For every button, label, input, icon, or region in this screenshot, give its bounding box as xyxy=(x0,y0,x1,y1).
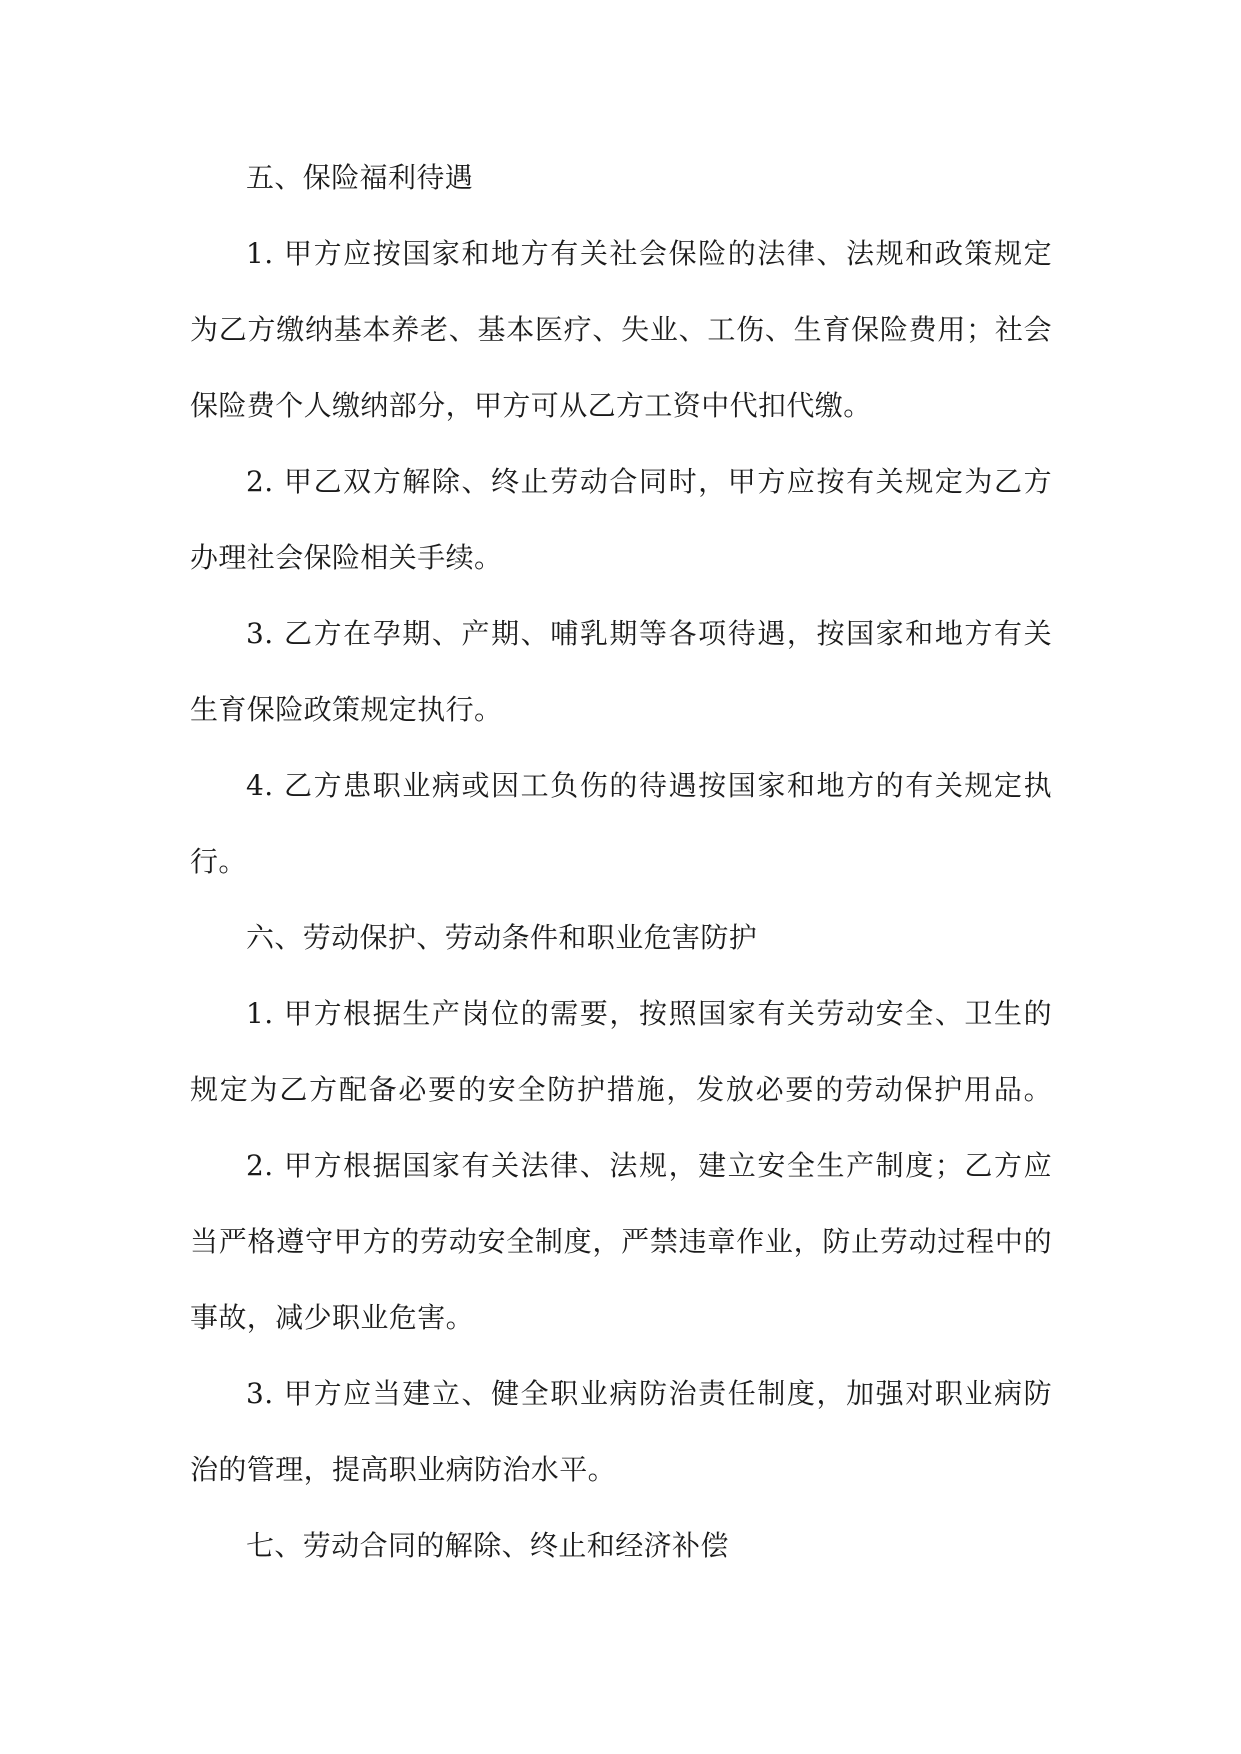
paragraph-line: 为乙方缴纳基本养老、基本医疗、失业、工伤、生育保险费用；社会 xyxy=(190,313,1052,346)
paragraph-line: 当严格遵守甲方的劳动安全制度，严禁违章作业，防止劳动过程中的 xyxy=(190,1225,1052,1258)
paragraph-line: 治的管理，提高职业病防治水平。 xyxy=(190,1453,617,1486)
paragraph-line: 3. 甲方应当建立、健全职业病防治责任制度，加强对职业病防 xyxy=(246,1377,1052,1410)
paragraph-line: 4. 乙方患职业病或因工负伤的待遇按国家和地方的有关规定执 xyxy=(246,769,1052,802)
section-heading-five: 五、保险福利待遇 xyxy=(246,161,474,194)
paragraph-line: 规定为乙方配备必要的安全防护措施，发放必要的劳动保护用品。 xyxy=(190,1073,1052,1106)
paragraph-line: 2. 甲方根据国家有关法律、法规，建立安全生产制度；乙方应 xyxy=(246,1149,1052,1182)
paragraph-line: 保险费个人缴纳部分，甲方可从乙方工资中代扣代缴。 xyxy=(190,389,872,422)
paragraph-line: 1. 甲方应按国家和地方有关社会保险的法律、法规和政策规定 xyxy=(246,237,1052,270)
section-heading-seven: 七、劳动合同的解除、终止和经济补偿 xyxy=(246,1529,729,1562)
section-heading-six: 六、劳动保护、劳动条件和职业危害防护 xyxy=(246,921,758,954)
paragraph-line: 3. 乙方在孕期、产期、哺乳期等各项待遇，按国家和地方有关 xyxy=(246,617,1052,650)
paragraph-line: 生育保险政策规定执行。 xyxy=(190,693,503,726)
paragraph-line: 办理社会保险相关手续。 xyxy=(190,541,503,574)
paragraph-line: 事故，减少职业危害。 xyxy=(190,1301,475,1334)
paragraph-line: 2. 甲乙双方解除、终止劳动合同时，甲方应按有关规定为乙方 xyxy=(246,465,1052,498)
document-body xyxy=(190,140,1052,1584)
paragraph-line: 行。 xyxy=(190,845,247,878)
paragraph-line: 1. 甲方根据生产岗位的需要，按照国家有关劳动安全、卫生的 xyxy=(246,997,1052,1030)
